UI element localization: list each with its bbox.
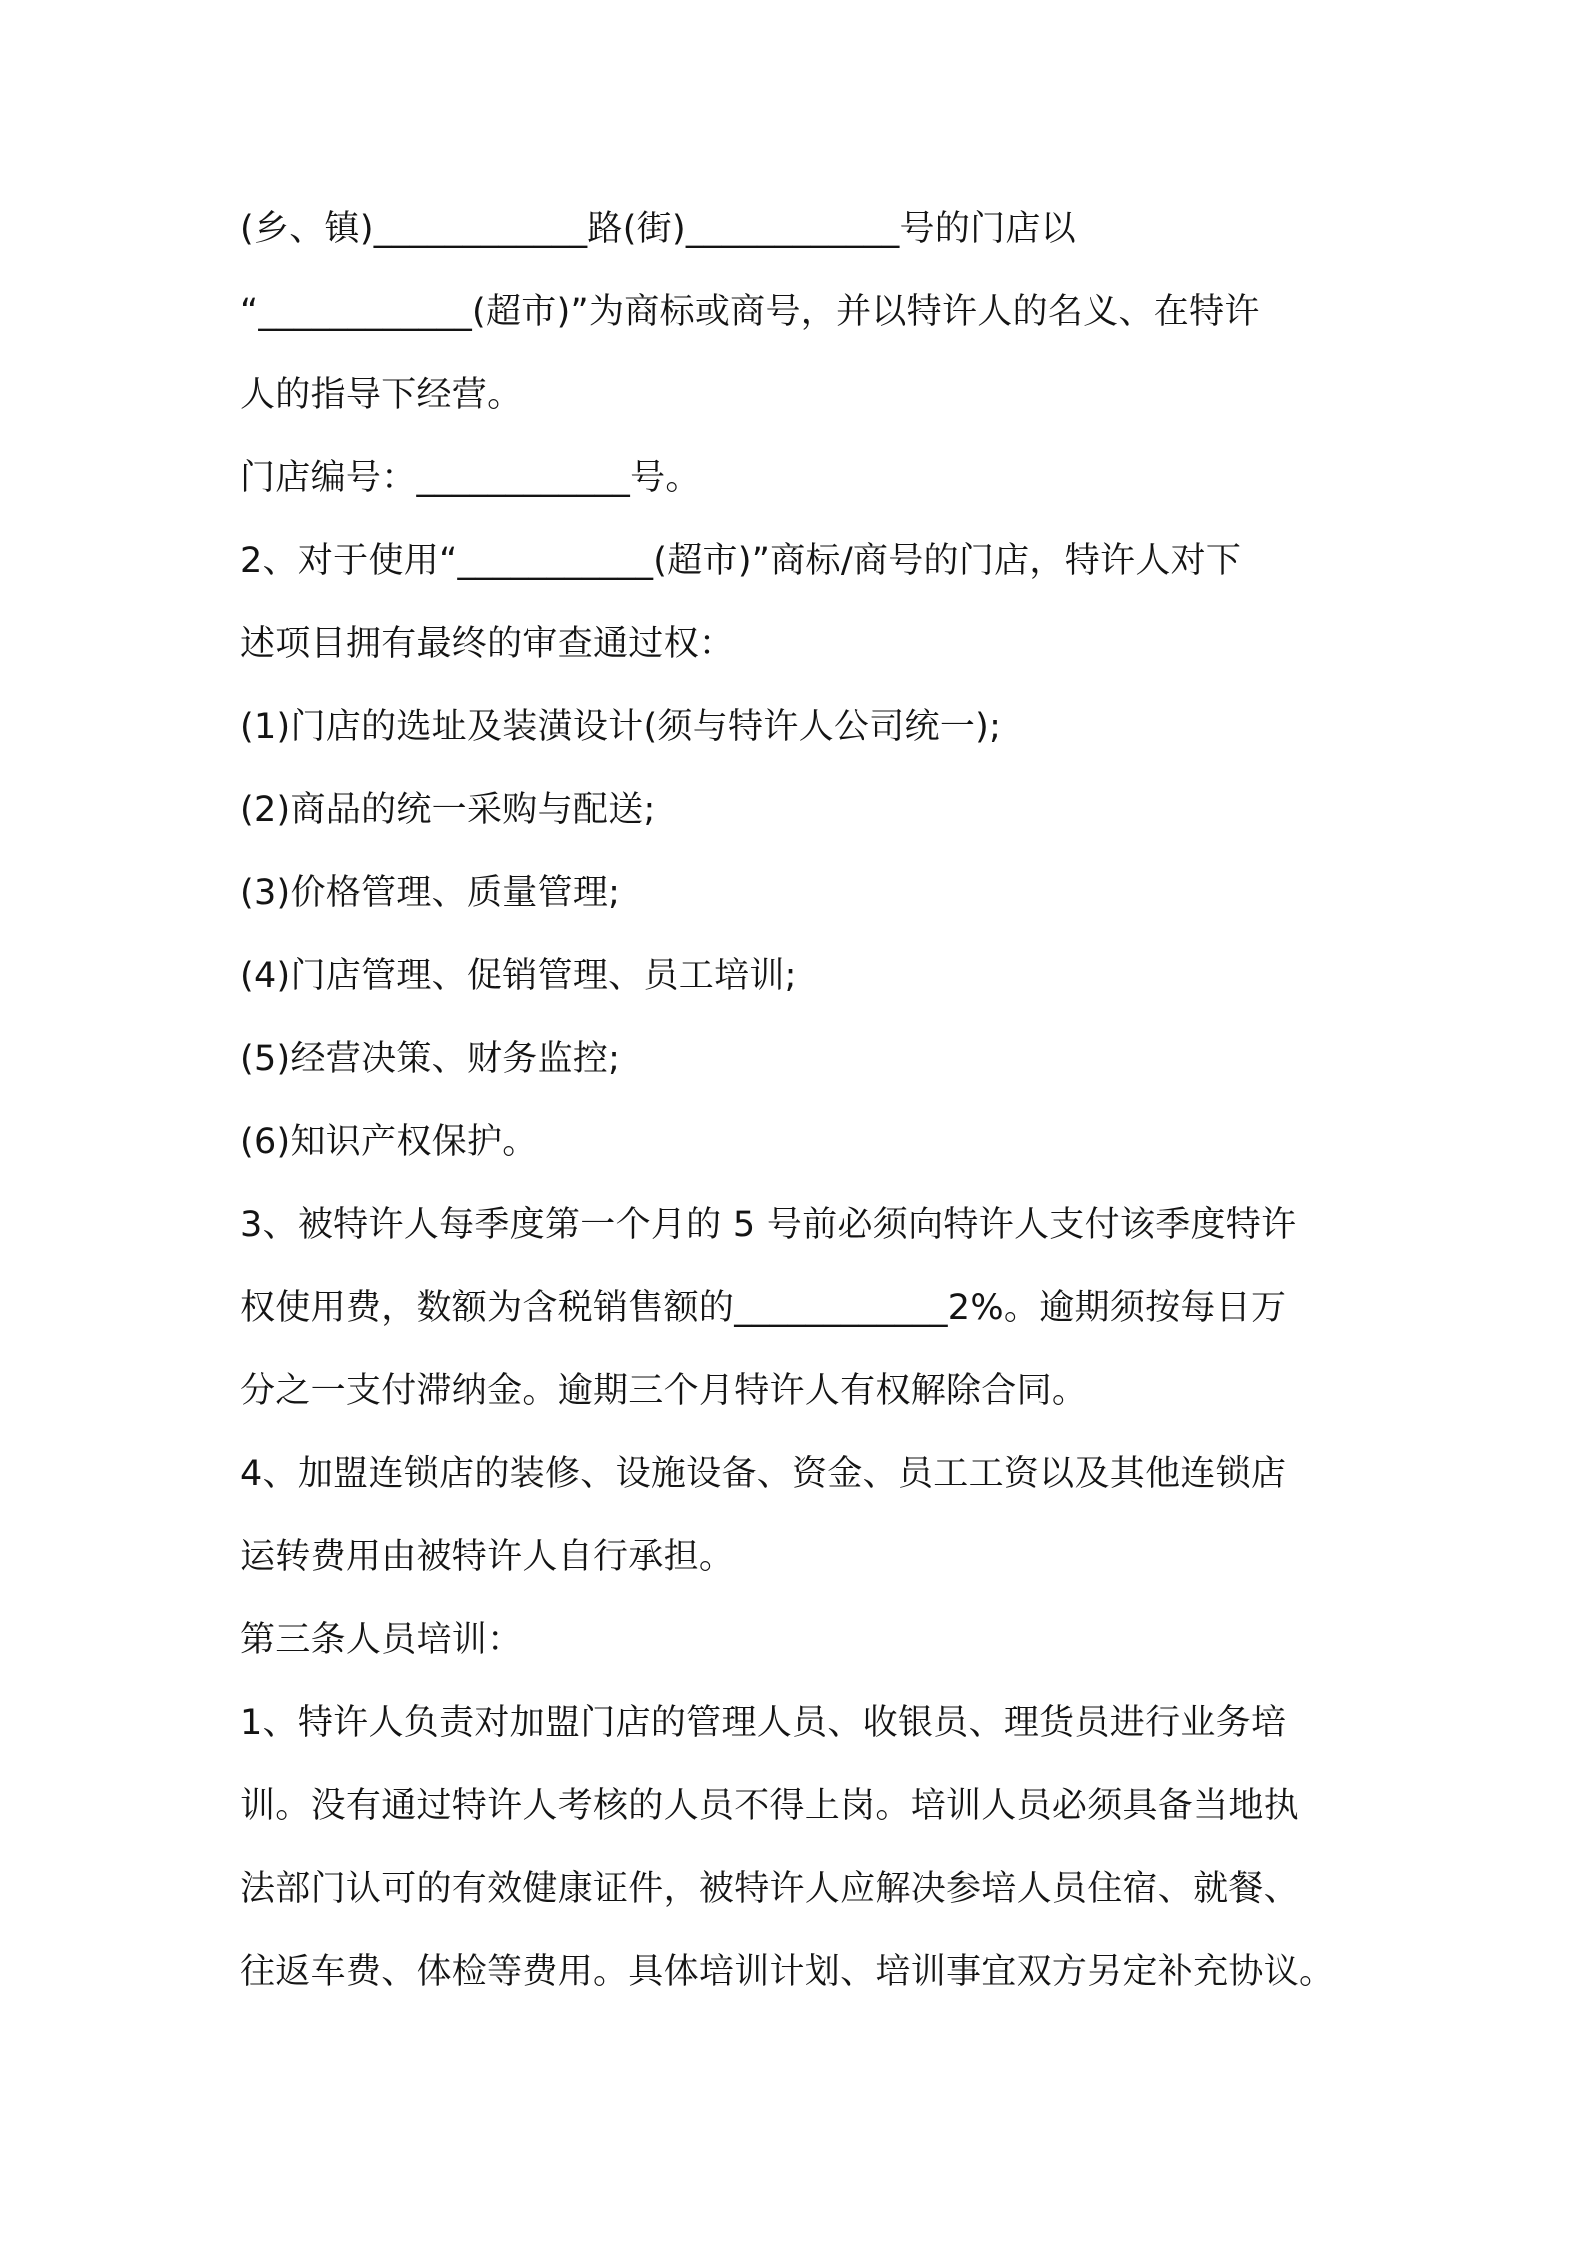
text-line: 往返车费、体检等费用。具体培训计划、培训事宜双方另定补充协议。: [240, 1952, 1335, 1992]
text-line: (5)经营决策、财务监控;: [240, 1039, 621, 1079]
text-line: (2)商品的统一采购与配送;: [240, 790, 656, 830]
text-line: 3、被特许人每季度第一个月的 5 号前必须向特许人支付该季度特许: [240, 1205, 1297, 1245]
text-line: (1)门店的选址及装潢设计(须与特许人公司统一);: [240, 707, 1002, 747]
text-line: 权使用费，数额为含税销售额的____________2%。逾期须按每日万: [240, 1288, 1287, 1328]
text-line: 门店编号：____________号。: [240, 458, 701, 498]
text-line: “____________(超市)”为商标或商号，并以特许人的名义、在特许: [240, 292, 1260, 332]
text-line: 2、对于使用“___________(超市)”商标/商号的门店，特许人对下: [240, 541, 1242, 581]
text-line: 分之一支付滞纳金。逾期三个月特许人有权解除合同。: [240, 1371, 1088, 1411]
text-line: (6)知识产权保护。: [240, 1122, 538, 1162]
text-line: 人的指导下经营。: [240, 375, 523, 415]
text-line: 法部门认可的有效健康证件，被特许人应解决参培人员住宿、就餐、: [240, 1869, 1300, 1909]
section-heading: 第三条人员培训：: [240, 1620, 523, 1660]
text-line: 4、加盟连锁店的装修、设施设备、资金、员工工资以及其他连锁店: [240, 1454, 1287, 1494]
text-line: (乡、镇)____________路(街)____________号的门店以: [240, 209, 1077, 249]
text-line: 1、特许人负责对加盟门店的管理人员、收银员、理货员进行业务培: [240, 1703, 1287, 1743]
text-line: (4)门店管理、促销管理、员工培训;: [240, 956, 797, 996]
text-line: 训。没有通过特许人考核的人员不得上岗。培训人员必须具备当地执: [240, 1786, 1300, 1826]
text-line: (3)价格管理、质量管理;: [240, 873, 621, 913]
text-line: 运转费用由被特许人自行承担。: [240, 1537, 735, 1577]
text-line: 述项目拥有最终的审查通过权：: [240, 624, 735, 664]
